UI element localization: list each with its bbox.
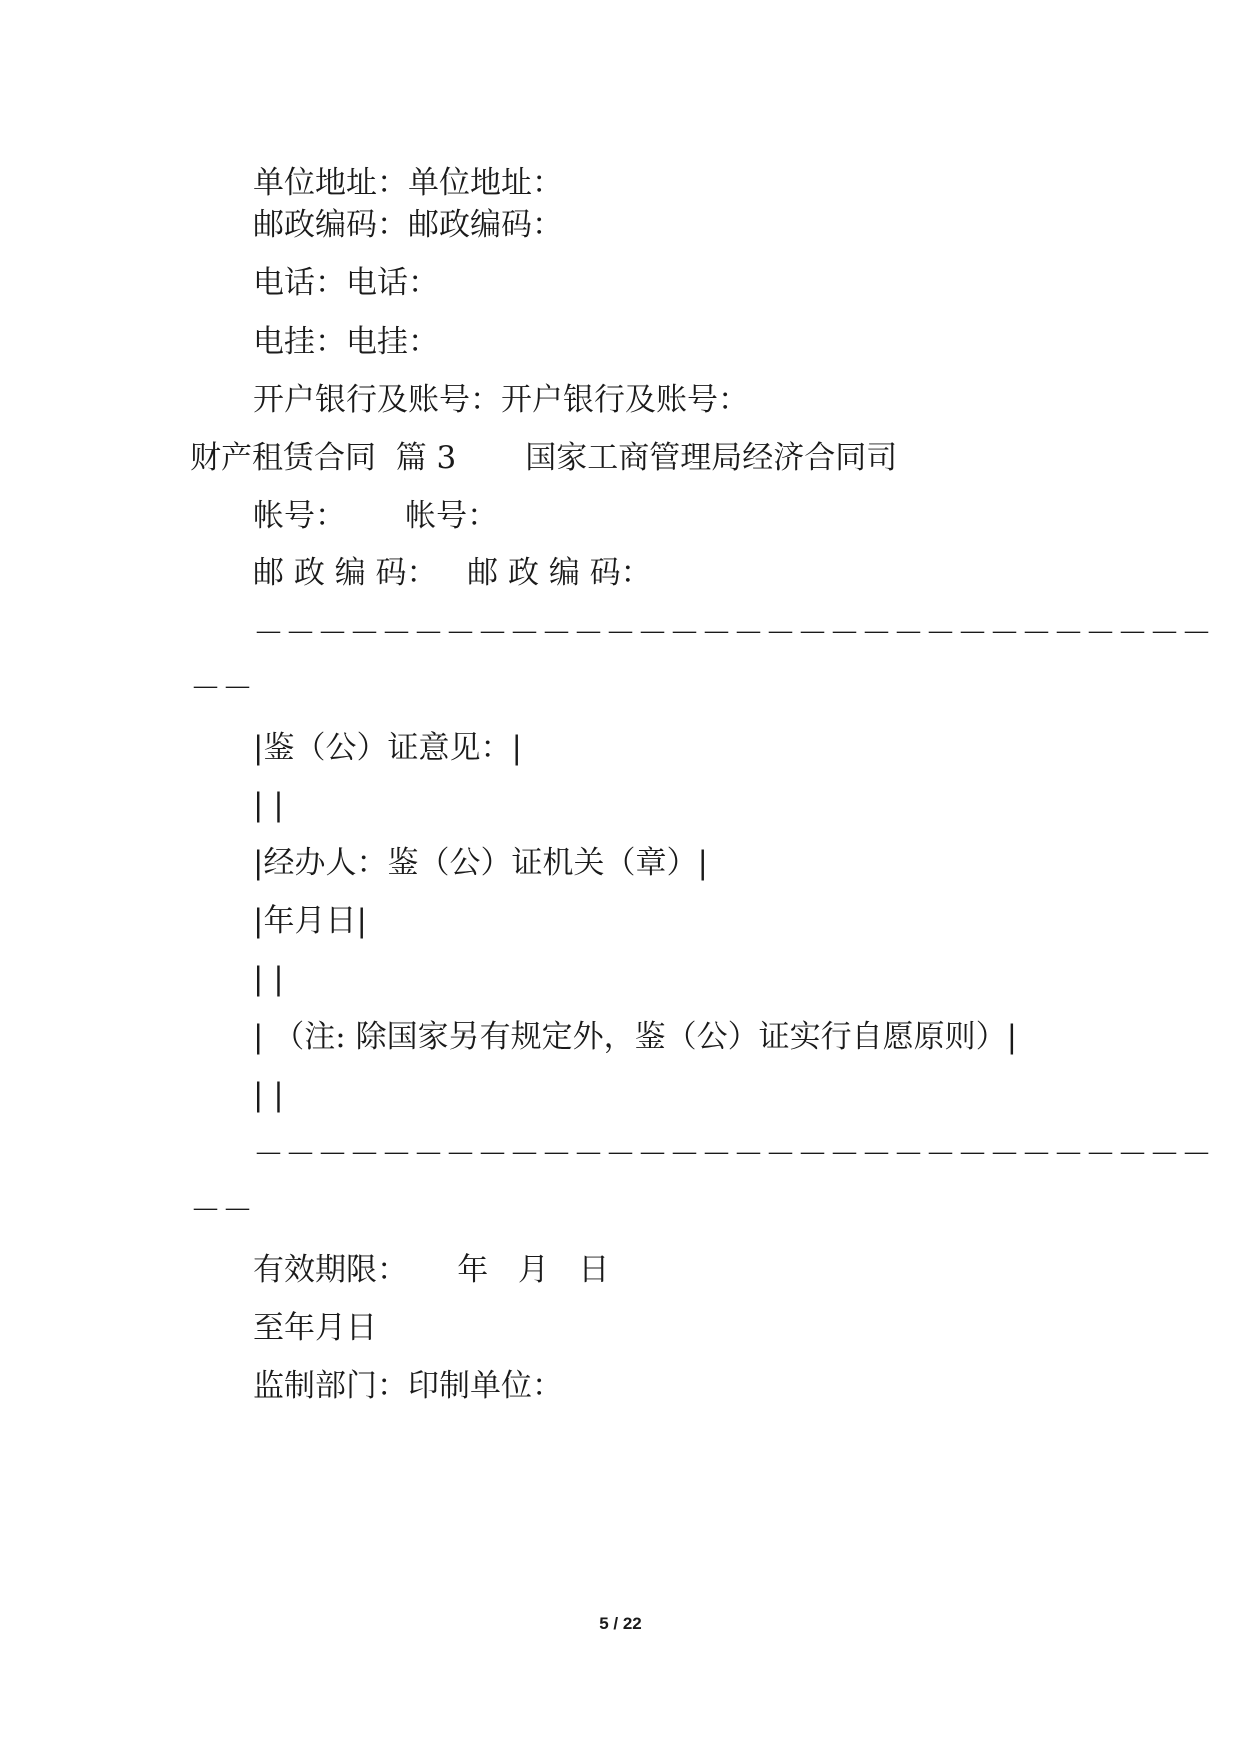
supervising-department-line: 监制部门：印制单位：	[253, 1368, 563, 1404]
page-number: 5 / 22	[599, 1614, 642, 1633]
blank-bar-line-1: | |	[253, 787, 284, 823]
bank-account-line: 开户银行及账号：开户银行及账号：	[253, 382, 749, 418]
section-heading-line: 财产租赁合同 篇 3 国家工商管理局经济合同司	[190, 440, 898, 476]
spaced-postal-code-line: 邮 政 编 码： 邮 政 编 码：	[253, 555, 652, 591]
blank-bar-line-2: | |	[253, 961, 284, 997]
note-voluntary-principle-line: | （注: 除国家另有规定外，鉴（公）证实行自愿原则）|	[253, 1019, 1018, 1055]
handler-seal-line: |经办人：鉴（公）证机关（章）|	[253, 845, 708, 881]
postal-code-line: 邮政编码：邮政编码：	[253, 207, 563, 243]
telegraph-line: 电挂：电挂：	[253, 324, 439, 360]
phone-line: 电话：电话：	[253, 265, 439, 301]
divider-dashes-top-wrap: －－	[190, 671, 254, 707]
notarization-opinion-line: |鉴（公）证意见：|	[253, 730, 522, 766]
divider-dashes-bottom-wrap: －－	[190, 1193, 254, 1229]
account-number-line: 帐号： 帐号：	[253, 498, 499, 534]
divider-dashes-bottom: －－－－－－－－－－－－－－－－－－－－－－－－－－－－－－	[253, 1137, 1213, 1173]
divider-dashes-top: －－－－－－－－－－－－－－－－－－－－－－－－－－－－－－	[253, 616, 1213, 652]
until-date-line: 至年月日	[253, 1310, 377, 1346]
validity-period-line: 有效期限： 年 月 日	[253, 1252, 610, 1288]
date-bar-line: |年月日|	[253, 903, 367, 939]
blank-bar-line-3: | |	[253, 1077, 284, 1113]
unit-address-line: 单位地址：单位地址：	[253, 165, 563, 201]
